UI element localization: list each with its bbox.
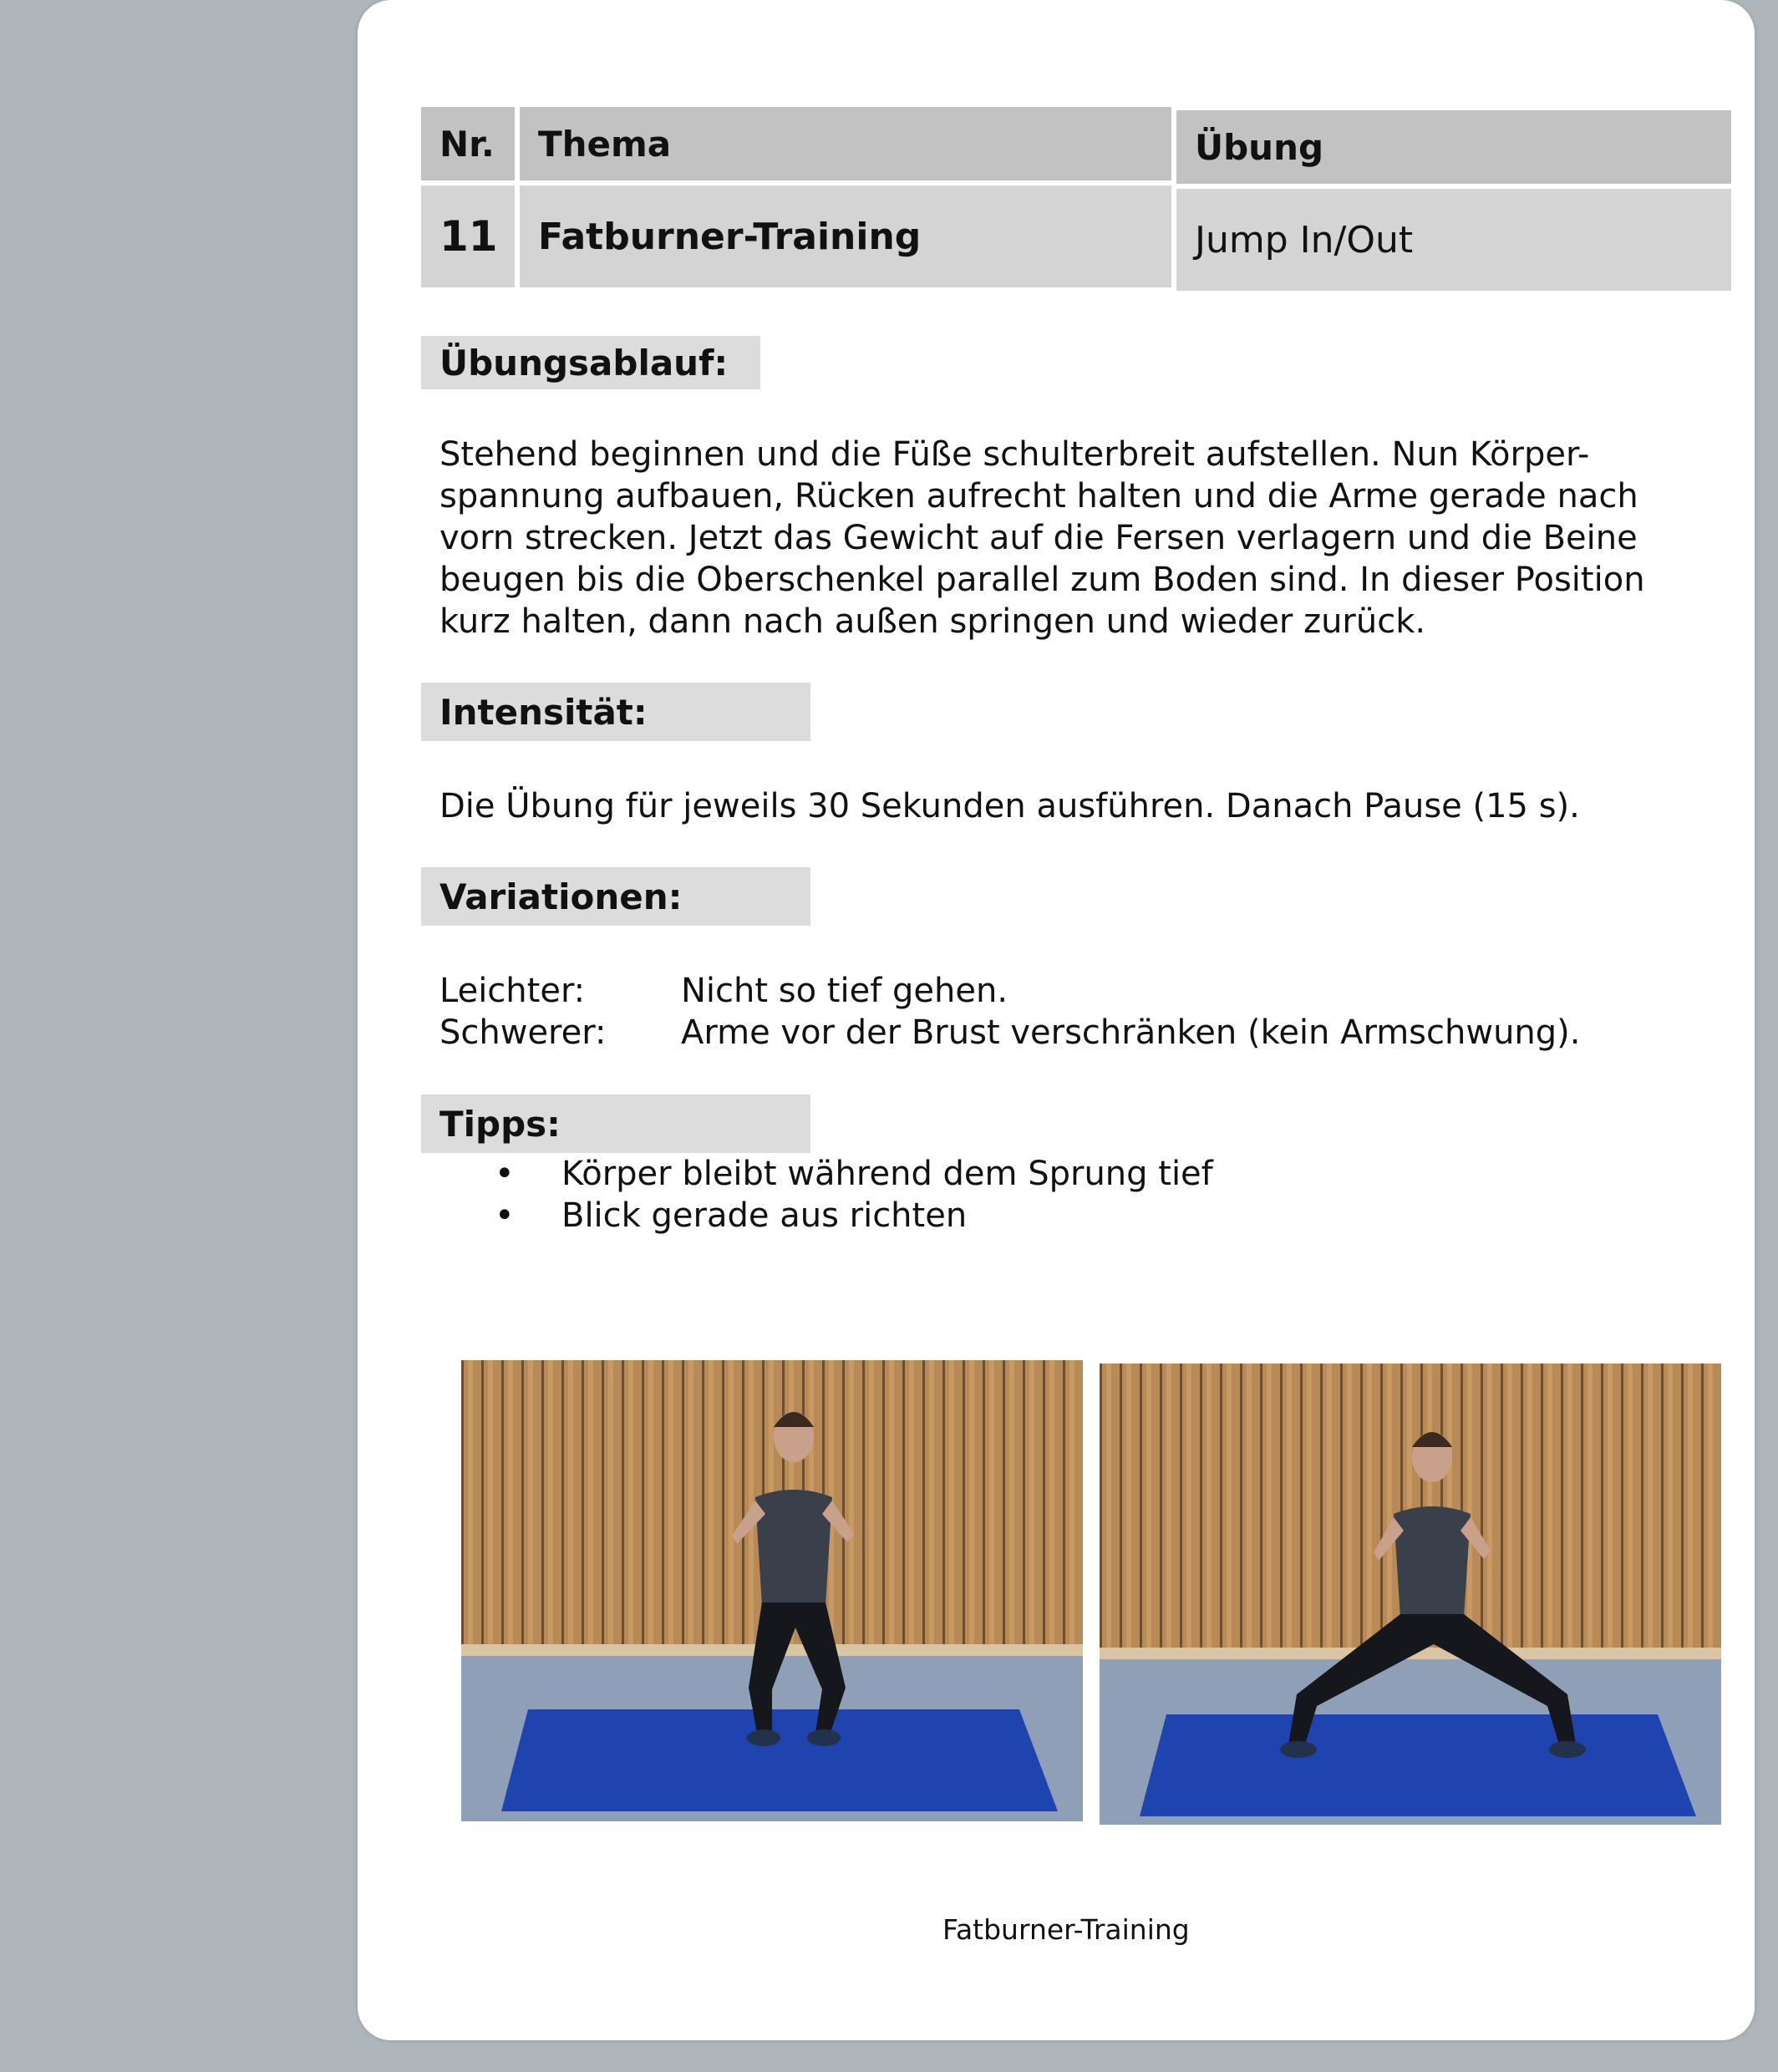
variation-label: Leichter:	[439, 972, 586, 1010]
blue-mat	[501, 1709, 1058, 1811]
variation-text: Nicht so tief gehen.	[681, 972, 1008, 1010]
section-heading-ablauf: Übungsablauf:	[421, 336, 760, 389]
cell-uebung: Jump In/Out	[1176, 189, 1731, 291]
ablauf-line: spannung aufbauen, Rücken aufrecht halten und die Arme gerade nach	[439, 477, 1638, 515]
ablauf-line: Stehend beginnen und die Füße schulterbreit aufstellen. Nun Körper-	[439, 435, 1590, 474]
blue-mat	[1140, 1714, 1696, 1816]
variation-row	[439, 970, 1008, 1012]
bullet: •	[495, 1155, 515, 1193]
photo-start-position	[461, 1360, 1083, 1821]
bullet: •	[495, 1196, 515, 1235]
photo-jump-out-position	[1100, 1364, 1721, 1825]
header-uebung: Übung	[1176, 110, 1731, 184]
exercise-table	[421, 107, 1731, 290]
list-item	[495, 1153, 1213, 1195]
ablauf-line: vorn strecken. Jetzt das Gewicht auf die Fersen verlagern und die Beine	[439, 519, 1638, 557]
ablauf-line: beugen bis die Oberschenkel parallel zum Boden sind. In dieser Position	[439, 561, 1645, 599]
section-heading-tipps: Tipps:	[421, 1094, 810, 1153]
variation-text: Arme vor der Brust verschränken (kein Armschwung).	[681, 1013, 1581, 1052]
cell-thema: Fatburner-Training	[520, 185, 1171, 287]
page-footer: Fatburner-Training	[942, 1913, 1190, 1946]
variation-row	[439, 1012, 1580, 1054]
header-nr: Nr.	[421, 107, 515, 180]
tips-list	[495, 1153, 1213, 1237]
tip-text: Körper bleibt während dem Sprung tief	[561, 1155, 1213, 1193]
section-heading-variationen: Variationen:	[421, 867, 810, 926]
ablauf-line: kurz halten, dann nach außen springen und wieder zurück.	[439, 602, 1426, 641]
list-item	[495, 1195, 1213, 1237]
header-thema: Thema	[520, 107, 1171, 180]
tip-text: Blick gerade aus richten	[561, 1196, 968, 1235]
variation-label: Schwerer:	[439, 1013, 607, 1052]
cell-nr: 11	[421, 185, 515, 287]
section-heading-intensitaet: Intensität:	[421, 683, 810, 741]
intensitaet-text: Die Übung für jeweils 30 Sekunden ausführen. Danach Pause (15 s).	[439, 787, 1580, 825]
ablauf-text	[439, 434, 1693, 642]
